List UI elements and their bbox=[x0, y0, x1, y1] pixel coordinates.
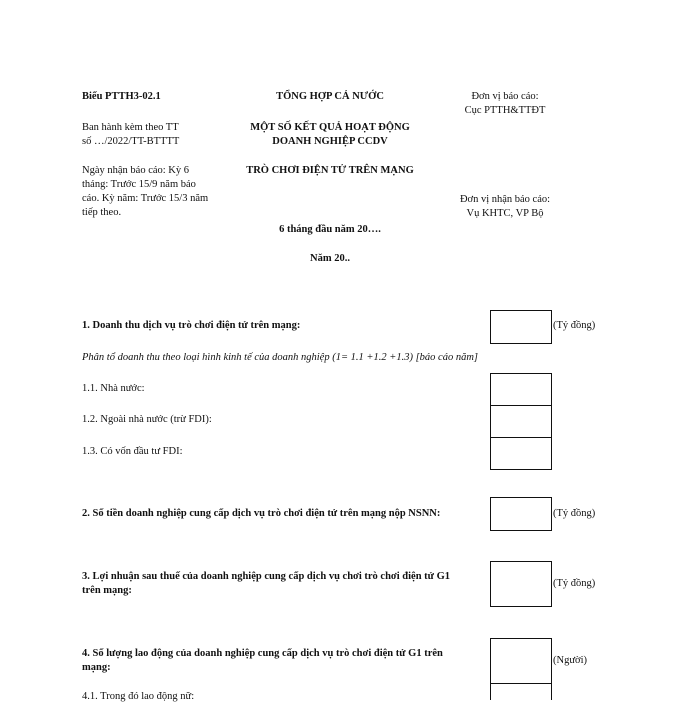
form-code: Biểu PTTH3-02.1 bbox=[82, 91, 161, 102]
section-4-title-line-2: mạng: bbox=[82, 662, 111, 673]
subtitle-line-1: MỘT SỐ KẾT QUẢ HOẠT ĐỘNG bbox=[250, 122, 410, 133]
subtitle-line-3: TRÒ CHƠI ĐIỆN TỬ TRÊN MẠNG bbox=[246, 165, 414, 176]
page-title: TỔNG HỢP CẢ NƯỚC bbox=[276, 91, 384, 102]
section-3-title-line-1: 3. Lợi nhuận sau thuế của doanh nghiệp cung cấp dịch vụ chơi trò chơi điện tử G1 bbox=[82, 571, 450, 582]
section-1-note: Phân tổ doanh thu theo loại hình kinh tế của doanh nghiệp (1= 1.1 +1.2 +1.3) [báo cáo năm] bbox=[82, 352, 479, 363]
section-4-unit: (Người) bbox=[553, 655, 587, 666]
deadline-line-3: cáo. Kỳ năm: Trước 15/3 năm bbox=[82, 193, 209, 204]
state-budget-payment-field[interactable] bbox=[490, 497, 552, 531]
receiving-unit-value: Vụ KHTC, VP Bộ bbox=[466, 208, 544, 219]
deadline-line-2: tháng: Trước 15/9 năm báo bbox=[82, 179, 196, 190]
section-2-unit: (Tỷ đồng) bbox=[553, 508, 596, 519]
reporting-unit-value: Cục PTTH&TTĐT bbox=[464, 105, 546, 116]
reporting-unit-label: Đơn vị báo cáo: bbox=[471, 91, 539, 102]
section-1-3-label: 1.3. Có vốn đầu tư FDI: bbox=[82, 446, 183, 457]
revenue-state-field[interactable] bbox=[490, 373, 552, 406]
section-1-unit: (Tỷ đồng) bbox=[553, 320, 596, 331]
period-half-year: 6 tháng đầu năm 20…. bbox=[279, 224, 381, 235]
subtitle-line-2: DOANH NGHIỆP CCDV bbox=[272, 136, 388, 147]
section-4-title-line-1: 4. Số lượng lao động của doanh nghiệp cung cấp dịch vụ trò chơi điện tử G1 trên bbox=[82, 648, 443, 659]
section-3-unit: (Tỷ đồng) bbox=[553, 578, 596, 589]
revenue-fdi-field[interactable] bbox=[490, 437, 552, 470]
net-profit-field[interactable] bbox=[490, 561, 552, 607]
revenue-non-state-field[interactable] bbox=[490, 405, 552, 438]
section-4-1-label: 4.1. Trong đó lao động nữ: bbox=[82, 691, 195, 702]
receiving-unit-label: Đơn vị nhận báo cáo: bbox=[459, 194, 551, 205]
section-1-title: 1. Doanh thu dịch vụ trò chơi điện tử trên mạng: bbox=[82, 320, 301, 331]
deadline-line-1: Ngày nhận báo cáo: Kỳ 6 bbox=[82, 165, 190, 176]
deadline-line-4: tiếp theo. bbox=[82, 207, 122, 218]
issued-line-2: số …/2022/TT-BTTTT bbox=[82, 136, 180, 147]
section-1-1-label: 1.1. Nhà nước: bbox=[82, 383, 145, 394]
issued-line-1: Ban hành kèm theo TT bbox=[82, 122, 179, 133]
section-2-title: 2. Số tiền doanh nghiệp cung cấp dịch vụ trò chơi điện tử trên mạng nộp NSNN: bbox=[82, 508, 441, 519]
section-3-title-line-2: trên mạng: bbox=[82, 585, 132, 596]
period-year: Năm 20.. bbox=[310, 253, 350, 264]
female-employee-field[interactable] bbox=[490, 683, 552, 700]
revenue-total-field[interactable] bbox=[490, 310, 552, 344]
employee-count-field[interactable] bbox=[490, 638, 552, 684]
section-1-2-label: 1.2. Ngoài nhà nước (trừ FDI): bbox=[82, 414, 212, 425]
